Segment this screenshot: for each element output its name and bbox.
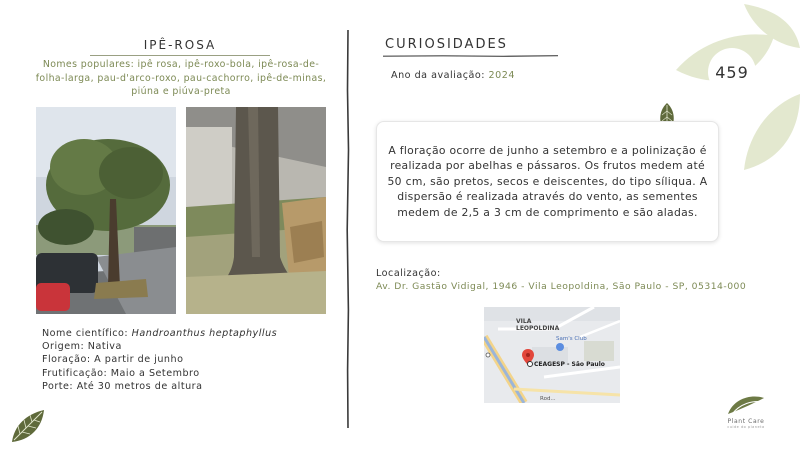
map-district-line2: LEOPOLDINA: [516, 325, 560, 332]
species-facts: [42, 327, 277, 393]
evaluation-year-label: Ano da avaliação:: [391, 70, 489, 81]
curiosities-text: A floração ocorre de junho a setembro e a polinização é realizada por abelhas e pássaros. Os frutos medem até 50 cm, são pretos, secos e deiscentes, do tipo síliqua. A dispersão é realizada através do vento, as sementes medem de 2,5 a 3 cm de comprimento e são aladas.: [387, 143, 708, 219]
flowering-row: Floração: A partir de junho: [42, 354, 184, 366]
leaf-bottom-icon: [744, 94, 800, 170]
curiosities-card: [376, 121, 719, 242]
logo-tagline: cuide do planeta: [727, 425, 765, 429]
species-title: IPÊ-ROSA: [143, 38, 217, 52]
scientific-name-value: Handroanthus heptaphyllus: [131, 328, 278, 339]
map-place2: CEAGESP - São Paulo: [534, 361, 605, 368]
tree-number-badge: 459: [708, 48, 756, 96]
origin-row: Origem: Nativa: [42, 341, 122, 353]
location-label: Localização:: [376, 268, 441, 279]
map-district-line1: VILA: [516, 318, 532, 325]
map-street: Rod...: [540, 396, 556, 402]
map-place1: Sam's Club: [556, 336, 587, 342]
tree-photo-trunk: [186, 107, 326, 314]
curiosities-underline: [383, 55, 558, 57]
tree-photo-full: [36, 107, 176, 314]
location-map[interactable]: [484, 307, 620, 403]
scientific-name-label: Nome científico:: [42, 328, 132, 339]
leaf-bottom-left-icon: [8, 406, 48, 446]
evaluation-year-value: 2024: [488, 70, 515, 81]
evaluation-year: [391, 70, 515, 81]
logo-name: Plant Care: [727, 418, 765, 425]
sams-club-pin-icon: [556, 343, 564, 351]
location-address[interactable]: Av. Dr. Gastão Vidigal, 1946 - Vila Leopoldina, São Paulo - SP, 05314-000: [376, 281, 747, 292]
curiosities-title: CURIOSIDADES: [385, 37, 508, 52]
popular-names: Nomes populares: ipê rosa, ipê-roxo-bola, ipê-rosa-de-folha-larga, pau-d'arco-roxo, pau-cachorro, ipê-de-minas, piúna e piúva-preta: [35, 59, 327, 97]
fruiting-row: Frutificação: Maio a Setembro: [42, 367, 200, 379]
column-divider: [345, 30, 351, 428]
scientific-name-row: [42, 327, 277, 340]
plant-care-logo-icon: [726, 392, 766, 416]
size-row: Porte: Até 30 metros de altura: [42, 380, 203, 392]
title-underline: [90, 55, 270, 56]
